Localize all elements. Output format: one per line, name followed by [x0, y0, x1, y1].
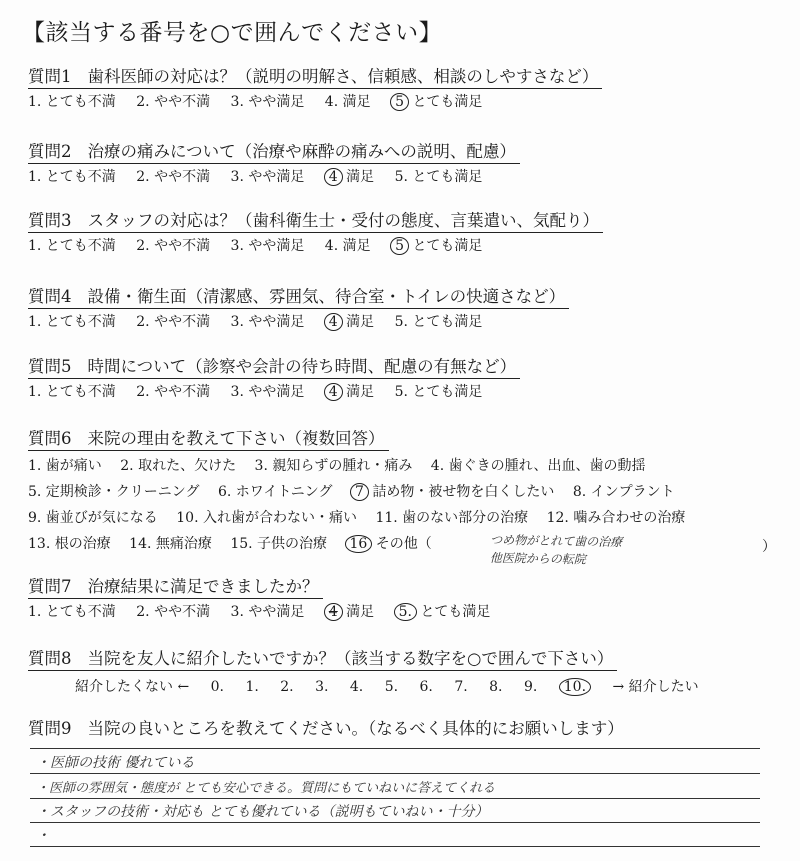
question-text: 来院の理由を教えて下さい（複数回答） [87, 429, 385, 448]
page-title: 【該当する番号を○で囲んでください】 [22, 20, 443, 46]
option-2[interactable]: 2. やや不満 [136, 604, 211, 620]
option-5[interactable]: 5. とても満足 [394, 314, 483, 330]
option-2[interactable]: 2. やや不満 [136, 94, 211, 110]
question-4 [28, 286, 569, 332]
scale-7[interactable]: 7. [454, 679, 468, 695]
options-row [28, 479, 699, 505]
circled-number: 7 [350, 483, 369, 501]
question-number: 質問1 [28, 67, 72, 86]
ruled-line [30, 773, 760, 774]
question-text: 当院を友人に紹介したいですか？（該当する数字を○で囲んで下さい） [87, 649, 614, 668]
scale-left-label: 紹介したくない ← [75, 679, 190, 695]
ruled-line [30, 846, 760, 847]
scale-9[interactable]: 9. [523, 679, 538, 695]
option-label: 満足 [346, 384, 375, 400]
other-reason-handwritten[interactable] [490, 531, 623, 569]
reason-4[interactable]: 4. 歯ぐきの腫れ、出血、歯の動揺 [430, 458, 646, 474]
question-number: 質問5 [28, 357, 72, 376]
question-8-title [28, 648, 617, 671]
question-2-title [28, 141, 520, 164]
option-3[interactable]: 3. やや満足 [230, 604, 305, 620]
reason-2[interactable]: 2. 取れた、欠けた [120, 458, 237, 474]
reason-13[interactable]: 13. 根の治療 [28, 536, 111, 552]
scale-6[interactable]: 6. [419, 679, 433, 695]
option-label: その他（ [375, 536, 432, 552]
handwritten-line: 他医院からの転院 [489, 550, 586, 567]
recommend-scale [75, 676, 716, 696]
reason-15[interactable]: 15. 子供の治療 [230, 536, 328, 552]
reason-1[interactable]: 1. 歯が痛い [28, 458, 102, 474]
question-7 [28, 576, 506, 622]
comment-line-2[interactable]: ・医師の雰囲気・態度が とても安心できる。質問にもていねいに答えてくれる [36, 781, 496, 796]
reason-12[interactable]: 12. 噛み合わせの治療 [546, 510, 686, 526]
option-5-selected[interactable] [391, 236, 482, 256]
scale-5[interactable]: 5. [384, 679, 399, 695]
question-number: 質問4 [28, 287, 72, 306]
reason-6[interactable]: 6. ホワイトニング [217, 484, 333, 500]
option-2[interactable]: 2. やや不満 [136, 169, 211, 185]
question-7-title [28, 576, 323, 599]
comment-line-1[interactable]: ・医師の技術 優れている [36, 755, 195, 771]
option-3[interactable]: 3. やや満足 [230, 314, 305, 330]
question-8 [28, 648, 617, 671]
options-row [28, 505, 699, 531]
question-text: 時間について（診察や会計の待ち時間、配慮の有無など） [87, 357, 517, 376]
circled-number: 5 [390, 237, 409, 255]
circled-number: 4 [324, 313, 343, 331]
reason-16-selected[interactable] [346, 531, 432, 557]
option-label: 満足 [346, 169, 375, 185]
scale-10-selected[interactable]: 10. [559, 678, 591, 696]
circled-number: 16 [345, 535, 373, 553]
option-4[interactable]: 4. 満足 [324, 238, 371, 254]
question-4-title [28, 286, 569, 309]
option-2[interactable]: 2. やや不満 [136, 314, 211, 330]
question-text: 当院の良いところを教えてください。（なるべく具体的にお願いします） [87, 719, 624, 738]
question-text: 治療の痛みについて（治療や麻酔の痛みへの説明、配慮） [87, 142, 516, 161]
question-text: 設備・衛生面（清潔感、雰囲気、待合室・トイレの快適さなど） [87, 287, 566, 306]
question-number: 質問7 [28, 577, 72, 596]
option-3[interactable]: 3. やや満足 [230, 169, 305, 185]
reason-8[interactable]: 8. インプラント [572, 484, 675, 500]
question-text: スタッフの対応は？（歯科衛生士・受付の態度、言葉遣い、気配り） [87, 211, 599, 230]
option-1[interactable]: 1. とても不満 [28, 384, 116, 400]
option-label: 満足 [346, 604, 375, 620]
option-label: 満足 [346, 314, 375, 330]
other-close-paren: ） [762, 539, 776, 555]
ruled-line [30, 798, 760, 799]
ruled-line [30, 822, 760, 823]
question-9-title [28, 718, 628, 740]
scale-8[interactable]: 8. [489, 679, 503, 695]
question-number: 質問8 [28, 649, 72, 668]
handwritten-line: つめ物がとれて歯の治療 [490, 532, 623, 550]
question-number: 質問9 [28, 719, 72, 738]
option-label: とても満足 [420, 604, 491, 620]
reason-9[interactable]: 9. 歯並びが気になる [28, 510, 158, 526]
option-4-selected[interactable] [325, 167, 374, 187]
answer-options [28, 236, 603, 256]
circled-number: 4 [324, 383, 343, 401]
option-4-selected[interactable] [325, 312, 374, 332]
comment-line-4[interactable]: ・ [36, 828, 50, 844]
comment-line-3[interactable]: ・スタッフの技術・対応も とても優れている（説明もていねい・十分） [36, 804, 489, 820]
question-3 [28, 210, 603, 256]
question-6-title [28, 428, 389, 451]
option-5[interactable]: 5. とても満足 [394, 169, 483, 185]
option-4-selected[interactable] [325, 382, 374, 402]
reason-7-selected[interactable] [351, 479, 554, 505]
option-1[interactable]: 1. とても不満 [28, 238, 116, 254]
question-1-title [28, 66, 602, 89]
question-text: 歯科医師の対応は？（説明の明解さ、信頼感、相談のしやすさなど） [87, 67, 599, 86]
circled-number: 4 [324, 603, 343, 621]
circled-number: 5 [390, 93, 409, 111]
answer-options [28, 382, 520, 402]
question-text: 治療結果に満足できましたか？ [87, 577, 319, 596]
answer-options [28, 602, 506, 622]
option-3[interactable]: 3. やや満足 [230, 384, 305, 400]
answer-options [28, 312, 569, 332]
option-3[interactable]: 3. やや満足 [230, 94, 305, 110]
ruled-line [30, 748, 760, 749]
question-3-title [28, 210, 603, 233]
option-1[interactable]: 1. とても不満 [28, 169, 116, 185]
option-2[interactable]: 2. やや不満 [136, 238, 211, 254]
scale-0[interactable]: 0. [210, 679, 224, 695]
option-1[interactable]: 1. とても不満 [28, 314, 116, 330]
option-1[interactable]: 1. とても不満 [28, 94, 116, 110]
question-1 [28, 66, 602, 112]
option-label: 詰め物・被せ物を白くしたい [372, 484, 555, 500]
answer-options [28, 167, 520, 187]
scale-4[interactable]: 4. [349, 679, 364, 695]
options-row [28, 453, 699, 479]
option-5-selected[interactable] [391, 92, 482, 112]
question-5 [28, 356, 520, 402]
circled-number: 5. [394, 603, 417, 621]
option-5[interactable]: 5. とても満足 [394, 384, 483, 400]
reason-5[interactable]: 5. 定期検診・クリーニング [28, 484, 200, 500]
option-4[interactable]: 4. 満足 [324, 94, 371, 110]
option-5-selected[interactable] [395, 602, 491, 622]
question-5-title [28, 356, 520, 379]
question-number: 質問6 [28, 429, 72, 448]
option-3[interactable]: 3. やや満足 [230, 238, 305, 254]
circled-number: 4 [324, 168, 343, 186]
question-number: 質問2 [28, 142, 72, 161]
question-number: 質問3 [28, 211, 72, 230]
reason-3[interactable]: 3. 親知らずの腫れ・痛み [254, 458, 413, 474]
answer-options [28, 92, 602, 112]
option-label: とても満足 [412, 94, 483, 110]
option-2[interactable]: 2. やや不満 [136, 384, 211, 400]
reason-10[interactable]: 10. 入れ歯が合わない・痛い [176, 510, 357, 526]
scale-3[interactable]: 3. [315, 679, 329, 695]
option-label: とても満足 [412, 238, 483, 254]
reason-14[interactable]: 14. 無痛治療 [129, 536, 212, 552]
scale-2[interactable]: 2. [280, 679, 294, 695]
option-4-crossed-out[interactable] [325, 602, 374, 622]
scale-1[interactable]: 1. [245, 679, 259, 695]
option-1[interactable]: 1. とても不満 [28, 604, 116, 620]
reason-11[interactable]: 11. 歯のない部分の治療 [375, 510, 529, 526]
question-9 [28, 718, 628, 740]
question-2 [28, 141, 520, 187]
scale-right-label: → 紹介したい [612, 679, 699, 695]
